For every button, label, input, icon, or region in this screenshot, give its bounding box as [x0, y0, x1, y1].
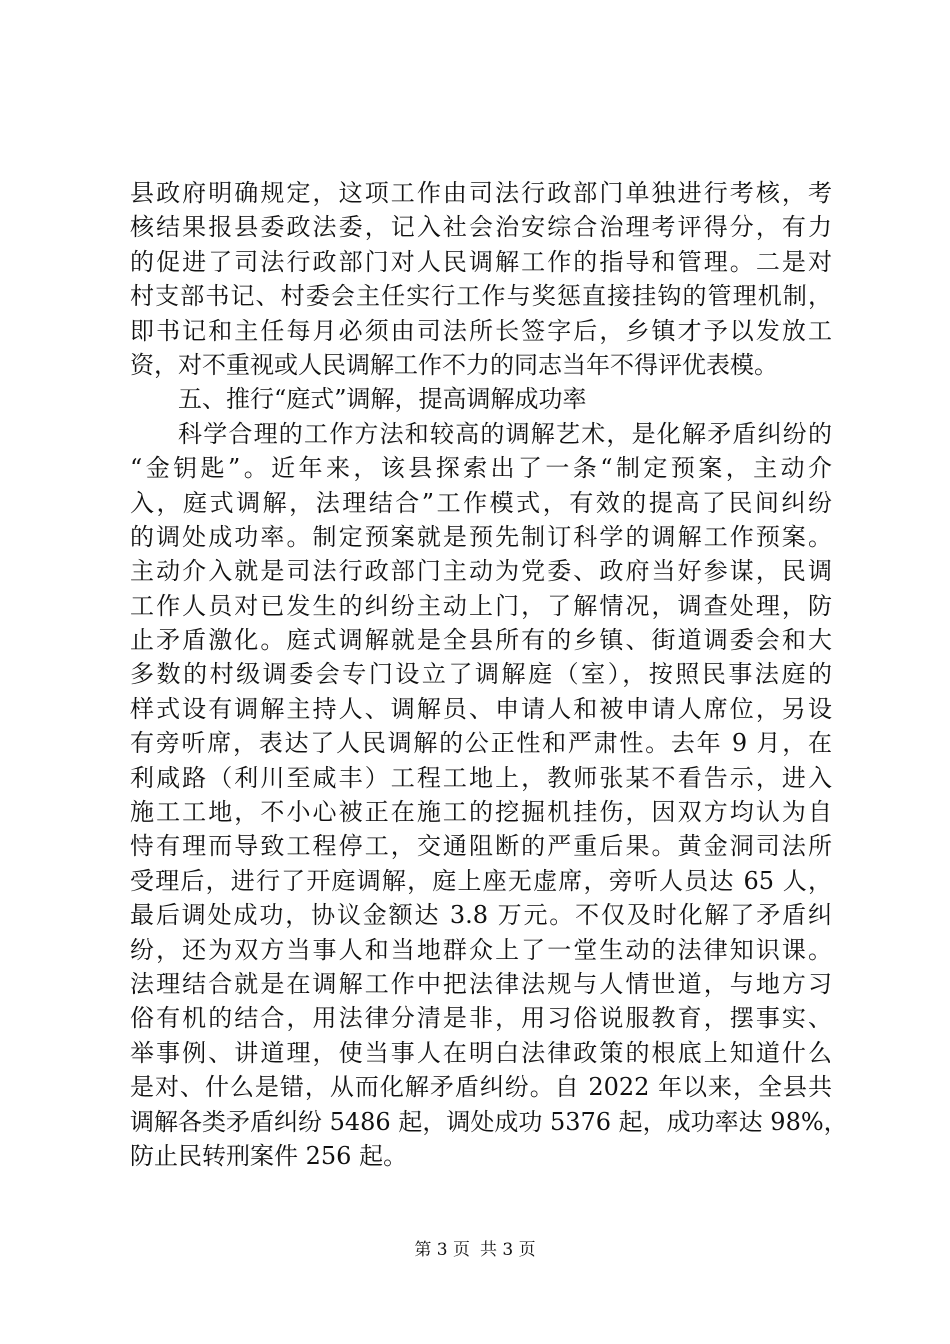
- text-line: 有旁听席，表达了人民调解的公正性和严肃性。去年 9 月，在: [130, 729, 832, 758]
- document-body: [130, 176, 848, 1173]
- section-heading: 五、推行“庭式”调解，提高调解成功率: [178, 385, 587, 414]
- page-footer: [0, 1238, 950, 1262]
- text-line: 主动介入就是司法行政部门主动为党委、政府当好参谋，民调: [130, 557, 832, 586]
- page-number-current: 第 3 页: [414, 1240, 470, 1260]
- text-line: 资，对不重视或人民调解工作不力的同志当年不得评优表模。: [130, 350, 778, 379]
- text-line: 样式设有调解主持人、调解员、申请人和被申请人席位，另设: [130, 694, 832, 723]
- text-line: 入，庭式调解，法理结合”工作模式，有效的提高了民间纠纷: [130, 488, 832, 517]
- text-line: 举事例、讲道理，使当事人在明白法律政策的根底上知道什么: [130, 1038, 832, 1067]
- text-line: 俗有机的结合，用法律分清是非，用习俗说服教育，摆事实、: [130, 1004, 832, 1033]
- text-line: 纷，还为双方当事人和当地群众上了一堂生动的法律知识课。: [130, 935, 832, 964]
- text-line: 村支部书记、村委会主任实行工作与奖惩直接挂钩的管理机制，: [130, 282, 832, 311]
- text-line: “金钥匙”。近年来，该县探索出了一条“制定预案，主动介: [130, 454, 832, 483]
- text-line: 即书记和主任每月必须由司法所长签字后，乡镇才予以发放工: [130, 316, 832, 345]
- text-line: 科学合理的工作方法和较高的调解艺术，是化解矛盾纠纷的: [178, 419, 832, 448]
- text-line: 利咸路（利川至咸丰）工程工地上，教师张某不看告示，进入: [130, 763, 832, 792]
- text-line: 止矛盾激化。庭式调解就是全县所有的乡镇、街道调委会和大: [130, 626, 832, 655]
- text-line: 是对、什么是错，从而化解矛盾纠纷。自 2022 年以来，全县共: [130, 1073, 832, 1102]
- text-line: 防止民转刑案件 256 起。: [130, 1141, 408, 1170]
- text-line: 法理结合就是在调解工作中把法律法规与人情世道，与地方习: [130, 969, 832, 998]
- page-number-total: 共 3 页: [480, 1240, 536, 1260]
- text-line: 县政府明确规定，这项工作由司法行政部门单独进行考核，考: [130, 179, 832, 207]
- text-line: 受理后，进行了开庭调解，庭上座无虚席，旁听人员达 65 人，: [130, 866, 832, 895]
- text-line: 核结果报县委政法委，记入社会治安综合治理考评得分，有力: [130, 213, 832, 242]
- text-line: 恃有理而导致工程停工，交通阻断的严重后果。黄金洞司法所: [130, 832, 832, 861]
- text-line: 施工工地，不小心被正在施工的挖掘机挂伤，因双方均认为自: [130, 798, 832, 827]
- text-line: 工作人员对已发生的纠纷主动上门，了解情况，调查处理，防: [130, 591, 832, 620]
- text-line: 的调处成功率。制定预案就是预先制订科学的调解工作预案。: [130, 522, 832, 551]
- text-line: 的促进了司法行政部门对人民调解工作的指导和管理。二是对: [130, 247, 832, 276]
- text-line: 最后调处成功，协议金额达 3.8 万元。不仅及时化解了矛盾纠: [130, 901, 832, 930]
- text-line: 调解各类矛盾纠纷 5486 起，调处成功 5376 起，成功率达 98%，: [130, 1107, 848, 1136]
- text-line: 多数的村级调委会专门设立了调解庭（室），按照民事法庭的: [130, 660, 832, 689]
